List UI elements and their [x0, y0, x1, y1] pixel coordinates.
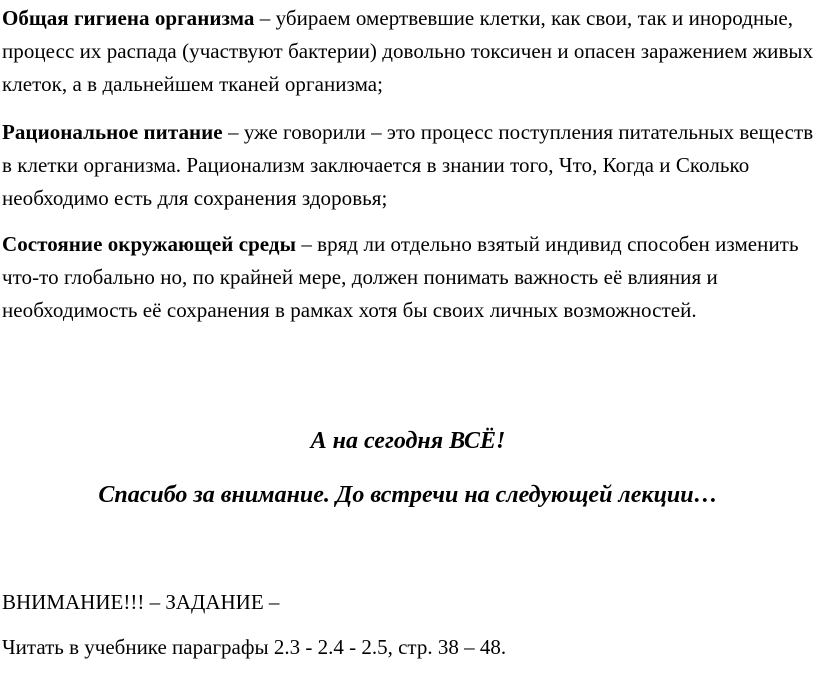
paragraph-text: – вряд ли отдельно взятый индивид способен изменить что-то глобально но, по крайней мере, должен понимать важность её влияния и необходимость её сохранения в рамках хотя бы своих личных возможностей.: [2, 232, 799, 322]
assignment-task: Читать в учебнике параграфы 2.3 - 2.4 - 2.5, стр. 38 – 48.: [2, 635, 507, 659]
closing-line-thanks: Спасибо за внимание. До встречи на следующей лекции…: [98, 482, 718, 508]
paragraph-general-hygiene: [2, 2, 814, 101]
term-environment-state: Состояние окружающей среды: [2, 232, 297, 256]
term-general-hygiene: Общая гигиена организма: [2, 6, 255, 30]
paragraph-text: – убираем омертвевшие клетки, как свои, так и инородные, процесс их распада (участвуют бактерии) довольно токсичен и опасен заражением живых клеток, а в дальнейшем тканей организма;: [2, 6, 814, 96]
assignment-heading: ВНИМАНИЕ!!! – ЗАДАНИЕ –: [2, 590, 280, 614]
term-rational-nutrition: Рациональное питание: [2, 120, 223, 144]
paragraph-text: – уже говорили – это процесс поступления питательных веществ в клетки организма. Рационализм заключается в знании того, Что, Когда и Сколько необходимо есть для сохранения здоровья;: [2, 120, 814, 210]
closing-line-that-is-all: А на сегодня ВСЁ!: [310, 428, 506, 454]
paragraph-environment-state: [2, 228, 814, 327]
paragraph-rational-nutrition: [2, 116, 814, 215]
